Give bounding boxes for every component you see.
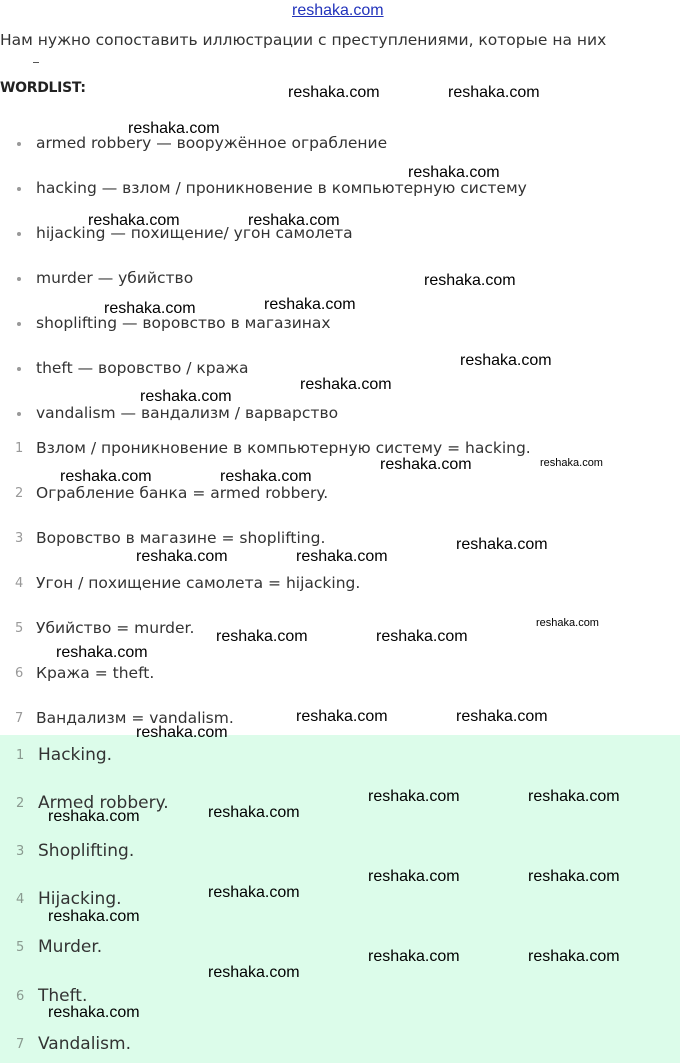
item-number: 4 [16, 892, 25, 907]
list-item-text: Вандализм = vandalism. [36, 709, 234, 727]
list-item-text: Theft. [38, 986, 88, 1006]
bullet-icon [17, 412, 21, 416]
item-number: 5 [16, 940, 25, 955]
watermark: reshaka.com [248, 212, 340, 229]
list-item-text: Armed robbery. [38, 793, 169, 813]
watermark: reshaka.com [424, 272, 516, 289]
watermark: reshaka.com [136, 724, 228, 741]
watermark: reshaka.com [48, 808, 140, 825]
item-number: 3 [16, 844, 25, 859]
bullet-icon [17, 142, 21, 146]
list-item-text: vandalism — вандализм / варварство [36, 404, 339, 422]
list-item-text: Убийство = murder. [36, 619, 195, 637]
item-number: 6 [16, 989, 25, 1004]
divider [33, 62, 39, 63]
watermark: reshaka.com [368, 788, 460, 805]
bullet-icon [17, 367, 21, 371]
watermark: reshaka.com [536, 617, 599, 629]
watermark: reshaka.com [60, 468, 152, 485]
watermark: reshaka.com [376, 628, 468, 645]
watermark: reshaka.com [216, 628, 308, 645]
item-number: 2 [15, 486, 24, 501]
watermark: reshaka.com [528, 868, 620, 885]
site-link[interactable]: reshaka.com [292, 2, 384, 19]
watermark: reshaka.com [48, 1004, 140, 1021]
list-item-text: hijacking — похищение/ угон самолета [36, 224, 353, 242]
watermark: reshaka.com [540, 457, 603, 469]
watermark: reshaka.com [140, 388, 232, 405]
list-item-text: armed robbery — вооружённое ограбление [36, 134, 388, 152]
watermark: reshaka.com [300, 376, 392, 393]
watermark: reshaka.com [208, 804, 300, 821]
watermark: reshaka.com [296, 708, 388, 725]
list-item-text: hacking — взлом / проникновение в компьютерную систему [36, 179, 527, 197]
list-item-text: Взлом / проникновение в компьютерную систему = hacking. [36, 439, 531, 457]
item-number: 2 [16, 796, 25, 811]
watermark: reshaka.com [456, 536, 548, 553]
list-item-text: Vandalism. [38, 1034, 131, 1054]
watermark: reshaka.com [208, 884, 300, 901]
watermark: reshaka.com [136, 548, 228, 565]
watermark: reshaka.com [460, 352, 552, 369]
watermark: reshaka.com [296, 548, 388, 565]
bullet-icon [17, 277, 21, 281]
watermark: reshaka.com [56, 644, 148, 661]
watermark: reshaka.com [288, 84, 380, 101]
watermark: reshaka.com [456, 708, 548, 725]
bullet-icon [17, 322, 21, 326]
list-item-text: Hacking. [38, 745, 113, 765]
item-number: 1 [15, 441, 24, 456]
watermark: reshaka.com [128, 120, 220, 137]
list-item-text: Ограбление банка = armed robbery. [36, 484, 329, 502]
bullet-icon [17, 187, 21, 191]
watermark: reshaka.com [220, 468, 312, 485]
list-item-text: Murder. [38, 937, 103, 957]
list-item-text: Hijacking. [38, 889, 122, 909]
item-number: 3 [15, 531, 24, 546]
watermark: reshaka.com [528, 788, 620, 805]
watermark: reshaka.com [448, 84, 540, 101]
item-number: 5 [15, 621, 24, 636]
item-number: 1 [16, 748, 25, 763]
watermark: reshaka.com [368, 868, 460, 885]
item-number: 7 [16, 1037, 25, 1052]
bullet-icon [17, 232, 21, 236]
watermark: reshaka.com [88, 212, 180, 229]
list-item-text: Shoplifting. [38, 841, 135, 861]
item-number: 4 [15, 576, 24, 591]
watermark: reshaka.com [408, 164, 500, 181]
watermark: reshaka.com [208, 964, 300, 981]
watermark: reshaka.com [528, 948, 620, 965]
watermark: reshaka.com [368, 948, 460, 965]
watermark: reshaka.com [380, 456, 472, 473]
item-number: 6 [15, 666, 24, 681]
list-item-text: Угон / похищение самолета = hijacking. [36, 574, 361, 592]
list-item-text: Воровство в магазине = shoplifting. [36, 529, 326, 547]
list-item-text: Кража = theft. [36, 664, 155, 682]
list-item-text: theft — воровство / кража [36, 359, 249, 377]
watermark: reshaka.com [48, 908, 140, 925]
watermark: reshaka.com [104, 300, 196, 317]
intro-text: Нам нужно сопоставить иллюстрации с преступлениями, которые на них [0, 31, 607, 49]
list-item-text: shoplifting — воровство в магазинах [36, 314, 331, 332]
list-item-text: murder — убийство [36, 269, 194, 287]
wordlist-heading: WORDLIST: [0, 80, 86, 96]
item-number: 7 [15, 711, 24, 726]
watermark: reshaka.com [264, 296, 356, 313]
